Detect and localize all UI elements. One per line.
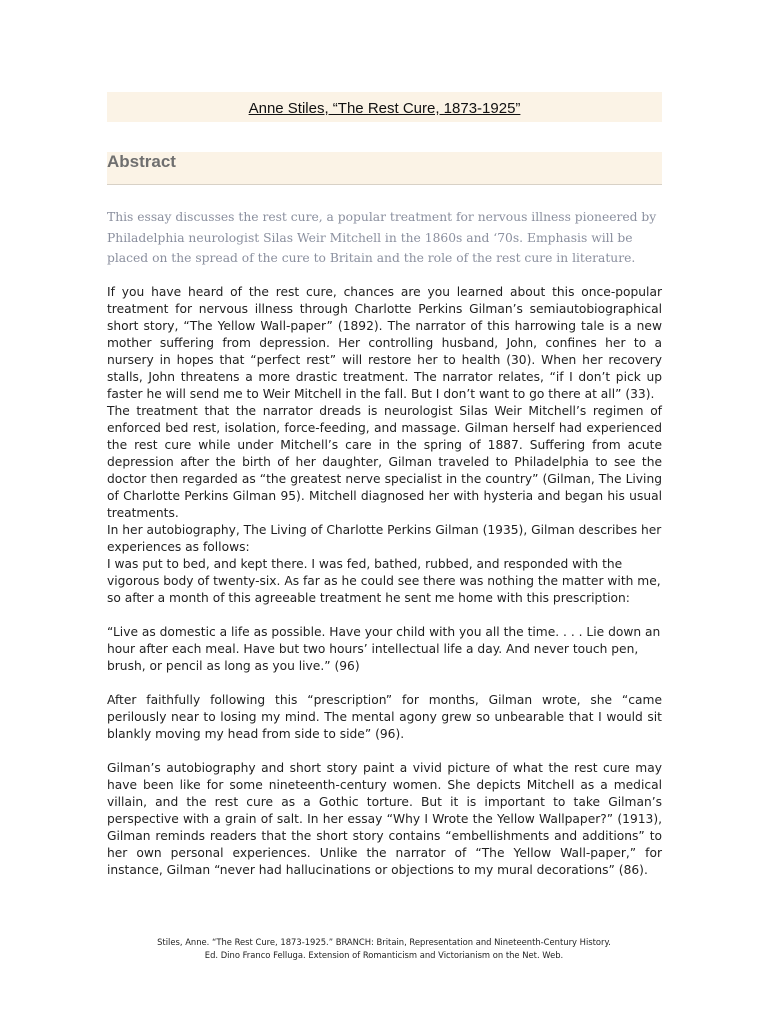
abstract-banner <box>107 152 662 185</box>
body-paragraph: In her autobiography, The Living of Charlotte Perkins Gilman (1935), Gilman describes her experiences as follows: <box>107 523 662 554</box>
body-paragraph: If you have heard of the rest cure, chances are you learned about this once-popular treatment for nervous illness through Charlotte Perkins Gilman’s semiautobiographical short story, “The Yellow Wall-paper” (1892). The narrator of this harrowing tale is a new mother suffering from depression. Her controlling husband, John, confines her to a nursery in hopes that “perfect rest” will restore her to health (30). When her recovery stalls, John threatens a more drastic treatment. The narrator relates, “if I don’t pick up faster he will send me to Weir Mitchell in the fall. But I don’t want to go there at all” (33). <box>107 285 662 401</box>
article-body <box>107 284 662 879</box>
abstract-heading: Abstract <box>107 152 176 171</box>
block-quote: I was put to bed, and kept there. I was fed, bathed, rubbed, and responded with the vigorous body of twenty-six. As far as he could see there was nothing the matter with me, so after a month of this agreeable treatment he sent me home with this prescription: <box>107 557 661 605</box>
document-title: Anne Stiles, “The Rest Cure, 1873-1925” <box>248 100 521 117</box>
block-quote: “Live as domestic a life as possible. Have your child with you all the time. . . . Lie down an hour after each meal. Have but two hours’ intellectual life a day. And never touch pen, brush, or pencil as long as you live.” (96) <box>107 625 661 673</box>
citation-line: Stiles, Anne. “The Rest Cure, 1873-1925.” BRANCH: Britain, Representation and Nineteenth-Century History. <box>157 937 611 947</box>
citation-line: Ed. Dino Franco Felluga. Extension of Romanticism and Victorianism on the Net. Web. <box>204 950 564 960</box>
body-paragraph: After faithfully following this “prescription” for months, Gilman wrote, she “came perilously near to losing my mind. The mental agony grew so unbearable that I would sit blankly moving my head from side to side” (96). <box>107 693 662 741</box>
body-paragraph: Gilman’s autobiography and short story paint a vivid picture of what the rest cure may have been like for some nineteenth-century women. She depicts Mitchell as a medical villain, and the rest cure as a Gothic torture. But it is important to take Gilman’s perspective with a grain of salt. In her essay “Why I Wrote the Yellow Wallpaper?” (1913), Gilman reminds readers that the short story contains “embellishments and additions” to her own personal experiences. Unlike the narrator of “The Yellow Wall-paper,” for instance, Gilman “never had hallucinations or objections to my mural decorations” (86). <box>107 761 662 877</box>
abstract-text: This essay discusses the rest cure, a popular treatment for nervous illness pioneered by Philadelphia neurologist Silas Weir Mitchell in the 1860s and ‘70s. Emphasis will be placed on the spread of the cure to Britain and the role of the rest cure in literature. <box>107 210 657 265</box>
title-banner <box>107 92 662 122</box>
citation-footer <box>95 936 673 962</box>
body-paragraph: The treatment that the narrator dreads is neurologist Silas Weir Mitchell’s regimen of enforced bed rest, isolation, force-feeding, and massage. Gilman herself had experienced the rest cure while under Mitchell’s care in the spring of 1887. Suffering from acute depression after the birth of her daughter, Gilman traveled to Philadelphia to see the doctor then regarded as “the greatest nerve specialist in the country” (Gilman, The Living of Charlotte Perkins Gilman 95). Mitchell diagnosed her with hysteria and began his usual treatments. <box>107 404 662 520</box>
